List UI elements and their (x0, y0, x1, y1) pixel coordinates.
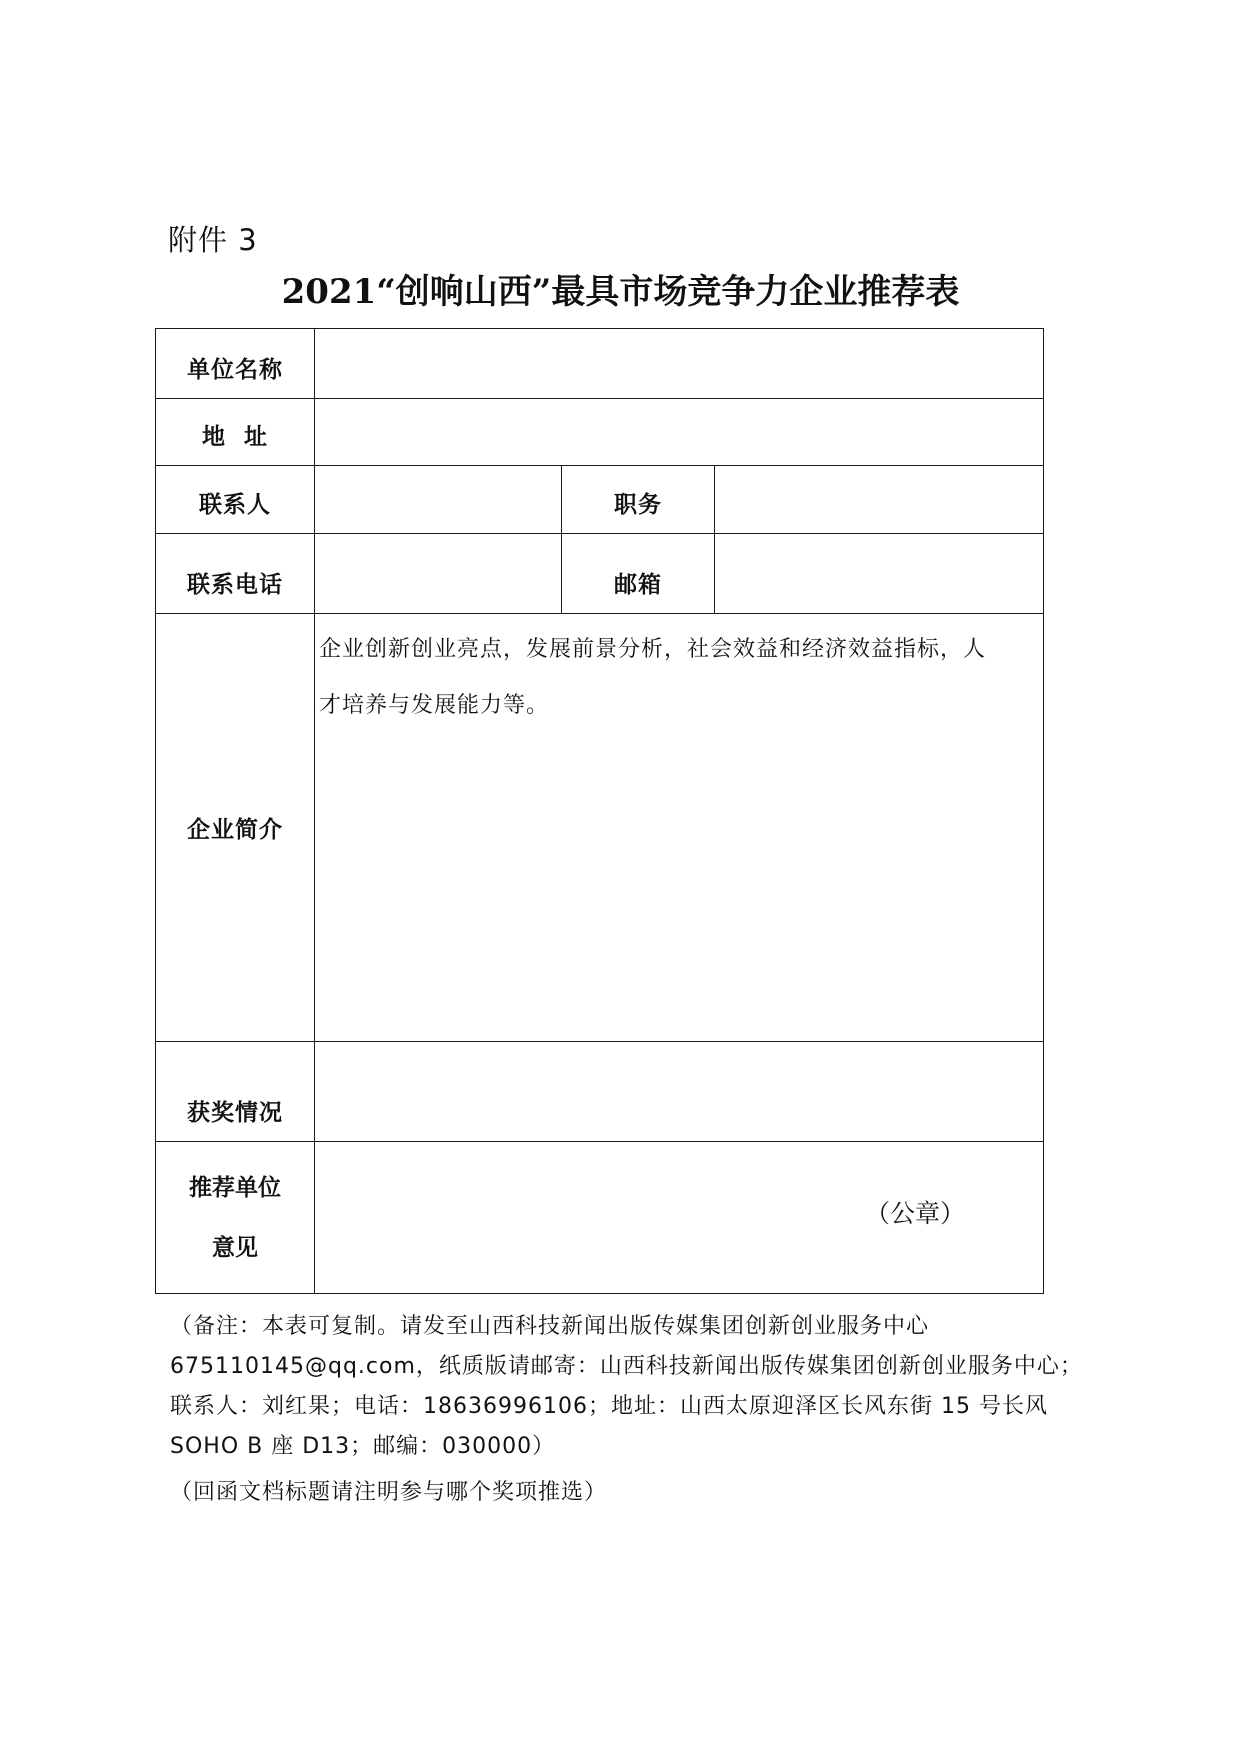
note-line-2: 675110145@qq.com，纸质版请邮寄：山西科技新闻出版传媒集团创新创业服务中心； (170, 1354, 1083, 1379)
phone-field[interactable] (315, 534, 562, 614)
awards-field[interactable] (315, 1042, 1044, 1142)
notes-block (170, 1307, 1090, 1513)
recommendation-field[interactable] (315, 1142, 1044, 1294)
profile-hint-line-2: 才培养与发展能力等。 (319, 693, 550, 718)
recommendation-form-table (155, 328, 1044, 1294)
form-row-recommendation (156, 1142, 1044, 1294)
attachment-label: 附件 3 (168, 223, 258, 257)
profile-field[interactable] (315, 614, 1044, 1042)
seal-placeholder: （公章） (865, 1199, 966, 1228)
address-label: 地 址 (156, 399, 315, 466)
profile-hint (315, 614, 1043, 734)
form-row-awards (156, 1042, 1044, 1142)
unit-name-field[interactable] (315, 329, 1044, 399)
email-field[interactable] (715, 534, 1044, 614)
recommend-label (156, 1142, 315, 1294)
position-field[interactable] (715, 466, 1044, 534)
position-label: 职务 (562, 466, 715, 534)
form-row-unit-name (156, 329, 1044, 399)
contact-label: 联系人 (156, 466, 315, 534)
address-field[interactable] (315, 399, 1044, 466)
page-title: 2021“创响山西”最具市场竞争力企业推荐表 (281, 272, 960, 312)
contact-field[interactable] (315, 466, 562, 534)
form-row-contact (156, 466, 1044, 534)
note-line-5: （回函文档标题请注明参与哪个奖项推选） (170, 1480, 608, 1505)
awards-label: 获奖情况 (156, 1042, 315, 1142)
form-row-profile (156, 614, 1044, 1042)
unit-name-label: 单位名称 (156, 329, 315, 399)
profile-label: 企业简介 (156, 614, 315, 1042)
form-row-phone (156, 534, 1044, 614)
note-line-3: 联系人：刘红果；电话：18636996106；地址：山西太原迎泽区长风东街 15 号长风 (170, 1394, 1048, 1419)
phone-label: 联系电话 (156, 534, 315, 614)
recommend-label-line-2: 意见 (212, 1234, 258, 1261)
form-row-address (156, 399, 1044, 466)
note-line-1: （备注：本表可复制。请发至山西科技新闻出版传媒集团创新创业服务中心 (170, 1314, 930, 1339)
recommend-label-line-1: 推荐单位 (189, 1174, 281, 1201)
email-label: 邮箱 (562, 534, 715, 614)
note-line-4: SOHO B 座 D13；邮编：030000） (170, 1434, 556, 1459)
profile-hint-line-1: 企业创新创业亮点，发展前景分析，社会效益和经济效益指标，人 (319, 637, 987, 662)
